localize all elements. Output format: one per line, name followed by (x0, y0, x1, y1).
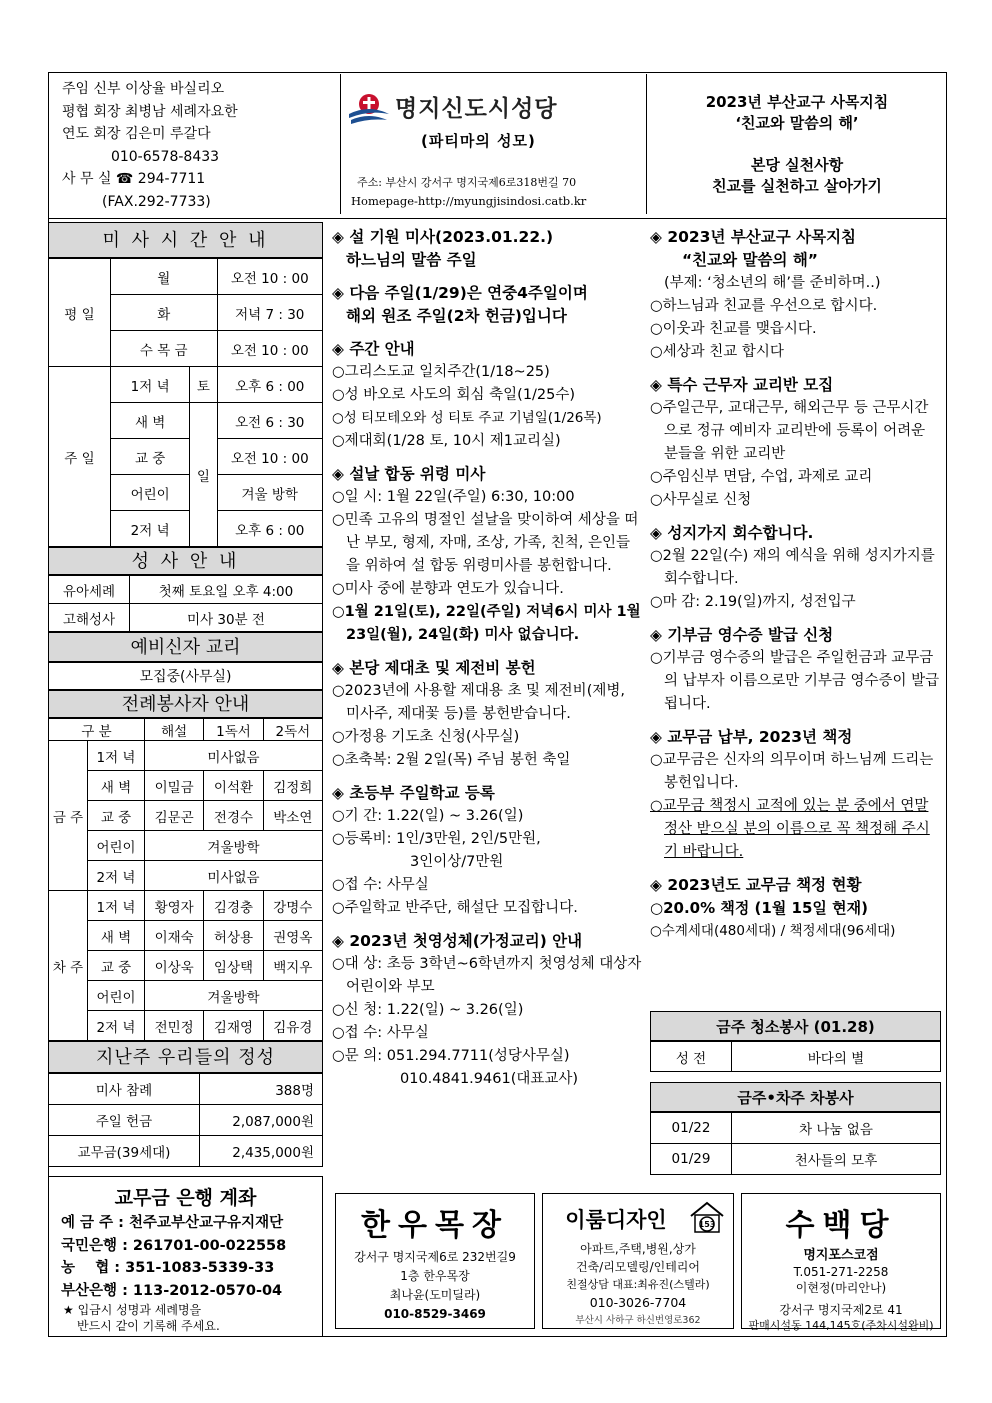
article-title: ◈ 교무금 납부, 2023년 책정 (650, 728, 853, 746)
liturgy-cell: 이밀금 (145, 771, 204, 801)
tea-team: 천사들의 모후 (732, 1144, 941, 1175)
liturgy-cell: 황영자 (145, 891, 204, 921)
article-title-text: 특수 근무자 교리반 모집 (667, 376, 834, 394)
article-title-text: 2023년 첫영성체(가정교리) 안내 (349, 932, 583, 950)
mass-time: 오전 10 : 00 (217, 439, 323, 475)
bank-title: 교무금 은행 계좌 (114, 1187, 257, 1209)
liturgy-cell: 미사없음 (145, 861, 323, 891)
liturgy-slot: 2저 녁 (88, 861, 145, 891)
mass-slot: 2저 녁 (110, 511, 189, 547)
article-item-text: 성 티모테오와 성 티토 주교 기념일(1/26목) (343, 410, 602, 426)
ad-line: 1층 한우목장 (400, 1269, 470, 1283)
article-item-text: 기 간: 1.22(일) ~ 3.26(일) (344, 808, 524, 824)
article (332, 463, 642, 647)
article-title-text: 성지가지 회수합니다. (667, 524, 814, 542)
church-subtitle: (파티마의 성모) (421, 132, 536, 150)
header-right-line: 본당 실천사항 (750, 156, 844, 174)
church-logo-icon (349, 88, 389, 128)
article (650, 624, 942, 716)
offering-table (48, 1073, 323, 1167)
ad-hanwoo (335, 1193, 535, 1329)
article (332, 226, 642, 272)
liturgy-cell: 김문곤 (145, 801, 204, 831)
article-item: ○대 상: 초등 3학년~6학년까지 첫영성체 대상자 어린이와 부모 (332, 956, 642, 995)
catechumen-title: 예비신자 교리 (48, 632, 323, 662)
article-title-text: 설 기원 미사(2023.01.22.) (349, 228, 554, 246)
article-item: ○그리스도교 일치주간(1/18~25) (332, 364, 550, 380)
tea-team: 차 나눔 없음 (732, 1113, 941, 1144)
liturgy-header: 1독서 (204, 719, 263, 741)
tea-date: 01/22 (651, 1113, 732, 1144)
article-item-text: 접 수: 사무실 (344, 877, 429, 893)
article-title: ◈ 2023년 부산교구 사목지침 (650, 228, 857, 246)
article-item-text: 사무실로 신청 (662, 492, 752, 508)
bank-note: ★ 입금시 성명과 세례명을 (63, 1303, 202, 1317)
tea-title: 금주•차주 차봉사 (650, 1082, 941, 1112)
article-item-text: 2023년에 사용할 제대용 초 및 제전비(제병, 미사주, 제대꽃 등)를 봉헌받습니다. (344, 683, 625, 722)
article-item-text: 1월 21일(토), 22일(주일) 저녁6시 미사 1월 23일(월), 24일(화) 미사 없습니다. (344, 604, 641, 643)
article-item-text: 세상과 친교 합시다 (662, 344, 784, 360)
mass-time: 겨울 방학 (217, 475, 323, 511)
address: 주소: 부산시 강서구 명지국제6로318번길 70 (357, 176, 577, 189)
liturgy-header: 해설 (145, 719, 204, 741)
article-item: ○등록비: 1인/3만원, 2인/5만원, (332, 831, 541, 847)
house-icon (687, 1200, 727, 1234)
liturgy-cell: 김경충 (204, 891, 263, 921)
article-item-text: 마 감: 2.19(일)까지, 성전입구 (662, 594, 856, 610)
article-item-text: 접 수: 사무실 (344, 1025, 429, 1041)
sacrament-title: 성 사 안 내 (48, 547, 323, 575)
article-item: ○주임신부 면담, 수업, 과제로 교리 (650, 469, 873, 485)
header-line: (FAX.292-7733) (62, 193, 211, 210)
ad-subaekdang (741, 1193, 941, 1332)
mass-day: 월 (110, 259, 217, 295)
bank-box (48, 1176, 323, 1337)
article (650, 726, 942, 864)
article-item: ○사무실로 신청 (650, 492, 752, 508)
spacer (648, 134, 946, 155)
mass-slot: 어린이 (110, 475, 189, 511)
offering-value: 2,435,000원 (200, 1136, 323, 1167)
article-title-text: 교무금 납부, 2023년 책정 (667, 728, 853, 746)
header-line: 평협 회장 최병남 세례자요한 (62, 103, 238, 120)
middle-column (332, 226, 642, 1091)
house-badge-text: 153 (698, 1220, 716, 1229)
right-column (650, 226, 942, 943)
tea-date: 01/29 (651, 1144, 732, 1175)
article-item: ○1월 21일(토), 22일(주일) 저녁6시 미사 1월 23일(월), 24일(화) 미사 없습니다. (332, 604, 641, 643)
header-right-line: 2023년 부산교구 사목지침 (705, 93, 889, 111)
ad-line: T.051-271-2258 (793, 1265, 889, 1279)
liturgy-cell: 김재영 (204, 1011, 263, 1041)
ad-line: 친절상담 대표:최유진(스텔라) (566, 1278, 710, 1291)
header-right-line: ‘친교와 말씀의 해’ (735, 114, 859, 132)
mass-slot: 새 벽 (110, 403, 189, 439)
bank-note: 반드시 같이 기록해 주세요. (77, 1319, 220, 1333)
bank-row: 예 금 주 : 천주교부산교구유지재단 (61, 1215, 284, 1231)
liturgy-cell: 권영옥 (263, 921, 322, 951)
article-item-text: 가정용 기도초 신청(사무실) (344, 729, 520, 745)
mass-time: 오전 10 : 00 (217, 331, 323, 367)
liturgy-header: 2독서 (263, 719, 322, 741)
article-title: ◈ 초등부 주일학교 등록 (332, 784, 495, 802)
article-item: 010.4841.9461(대표교사) (400, 1071, 579, 1087)
article-item: ○접 수: 사무실 (332, 1025, 429, 1041)
ad-line: 최나윤(도미딜라) (389, 1288, 481, 1302)
mass-time: 저녁 7 : 30 (217, 295, 323, 331)
article (650, 374, 942, 512)
liturgy-slot: 1저 녁 (88, 891, 145, 921)
article-item-text: 이웃과 친교를 맺읍시다. (662, 321, 817, 337)
day-label: 일 (190, 403, 217, 547)
offering-title: 지난주 우리들의 정성 (48, 1041, 323, 1073)
header-center (340, 74, 647, 214)
ad-title: 이룸디자인 (565, 1208, 667, 1232)
sunday-label: 주 일 (49, 367, 111, 547)
liturgy-cell: 겨울방학 (145, 981, 323, 1011)
article-item: ○교무금 책정시 교적에 있는 분 중에서 연말정산 받으실 분의 이름으로 꼭 책정해 주시기 바랍니다. (650, 798, 930, 860)
article-item-text: 제대회(1/28 토, 10시 제1교리실) (344, 433, 561, 449)
article-title: ◈ 성지가지 회수합니다. (650, 524, 814, 542)
article-item: ○초축복: 2월 2일(목) 주님 봉헌 축일 (332, 752, 571, 768)
ad-line: 강서구 명지국제6로 232번길9 (354, 1250, 516, 1264)
article-title-text: 초등부 주일학교 등록 (349, 784, 495, 802)
article-item-text: 기부금 영수증의 발급은 주일헌금과 교무금의 납부자 이름으로만 기부금 영수증이 발급됩니다. (662, 650, 940, 712)
ad-line: 판매시설동 144,145호(주차시설완비) (748, 1319, 934, 1332)
article (332, 338, 642, 453)
tea-box (650, 1082, 941, 1175)
this-week-label: 금 주 (49, 741, 88, 891)
article-title: ◈ 2023년도 교무금 책정 현황 (650, 876, 862, 894)
article-title: ◈ 다음 주일(1/29)은 연중4주일이며 (332, 284, 588, 302)
mass-table (48, 258, 323, 547)
article-item: ○문 의: 051.294.7711(성당사무실) (332, 1048, 570, 1064)
article (332, 657, 642, 772)
left-column (48, 222, 323, 1167)
mass-title: 미 사 시 간 안 내 (48, 222, 323, 258)
cleaning-value: 바다의 별 (732, 1042, 941, 1072)
weekday-label: 평 일 (49, 259, 111, 367)
ad-line: 이현정(마리안나) (795, 1281, 887, 1295)
article-title-text: 주간 안내 (349, 340, 415, 358)
article-item: ○2023년에 사용할 제대용 초 및 제전비(제병, 미사주, 제대꽃 등)를 봉헌받습니다. (332, 683, 625, 722)
article-title-text: 2023년 부산교구 사목지침 (667, 228, 857, 246)
article-item-text: 교무금은 신자의 의무이며 하느님께 드리는 봉헌입니다. (662, 752, 934, 791)
article (332, 282, 642, 328)
article-title-text: 2023년도 교무금 책정 현황 (667, 876, 862, 894)
article-item-text: 주임신부 면담, 수업, 과제로 교리 (662, 469, 873, 485)
article-item: ○주일학교 반주단, 해설단 모집합니다. (332, 900, 578, 916)
article-item: ○주일근무, 교대근무, 해외근무 등 근무시간으로 정규 예비자 교리반에 등록이 어려운 분들을 위한 교리반 (650, 400, 929, 462)
mass-day: 화 (110, 295, 217, 331)
sat-label: 토 (190, 367, 217, 403)
cleaning-label: 성 전 (651, 1042, 732, 1072)
liturgy-cell: 김유경 (263, 1011, 322, 1041)
sacrament-time: 첫째 토요일 오후 4:00 (130, 576, 323, 604)
liturgy-slot: 교 중 (88, 801, 145, 831)
article-title-text: 다음 주일(1/29)은 연중4주일이며 (349, 284, 588, 302)
cleaning-title: 금주 청소봉사 (01.28) (650, 1011, 941, 1041)
article (650, 226, 942, 364)
article-item: ○민족 고유의 명절인 설날을 맞이하여 세상을 떠난 부모, 형제, 자매, 조상, 가족, 친척, 은인들을 위하여 설 합동 위령미사를 봉헌합니다. (332, 512, 639, 574)
header-left (62, 78, 332, 213)
offering-value: 388명 (200, 1074, 323, 1105)
liturgy-cell: 전경수 (204, 801, 263, 831)
cleaning-box (650, 1011, 941, 1072)
article-title: ◈ 설 기원 미사(2023.01.22.) (332, 228, 554, 246)
offering-label: 주일 헌금 (49, 1105, 200, 1136)
ad-line: 부산시 사하구 하신번영로362 (575, 1315, 701, 1326)
ad-title: 수백당 (785, 1208, 897, 1243)
article-title: ◈ 설날 합동 위령 미사 (332, 465, 486, 483)
liturgy-table (48, 718, 323, 1041)
article-item: ○이웃과 친교를 맺읍시다. (650, 321, 817, 337)
ad-line: 아파트,주택,병원,상가 (580, 1242, 696, 1256)
article-item-text: 민족 고유의 명절인 설날을 맞이하여 세상을 떠난 부모, 형제, 자매, 조상, 가족, 친척, 은인들을 위하여 설 합동 위령미사를 봉헌합니다. (344, 512, 639, 574)
header-right-line: 친교를 실천하고 살아가기 (712, 177, 882, 195)
article-item: ○마 감: 2.19(일)까지, 성전입구 (650, 594, 856, 610)
offering-value: 2,087,000원 (200, 1105, 323, 1136)
article-item: ○성 바오로 사도의 회심 축일(1/25수) (332, 387, 576, 403)
article-item-text: 신 청: 1.22(일) ~ 3.26(일) (344, 1002, 524, 1018)
article-title: ◈ 기부금 영수증 발급 신청 (650, 626, 834, 644)
sacrament-name: 고해성사 (49, 604, 130, 632)
article-item: ○2월 22일(수) 재의 예식을 위해 성지가지를 회수합니다. (650, 548, 935, 587)
header-divider (48, 218, 947, 219)
liturgy-cell: 박소연 (263, 801, 322, 831)
article-item: (부제: ‘청소년의 해’를 준비하며..) (664, 275, 881, 291)
article-item-text: 교무금 책정시 교적에 있는 분 중에서 연말정산 받으실 분의 이름으로 꼭 책정해 주시기 바랍니다. (662, 798, 930, 860)
article-item: ○기 간: 1.22(일) ~ 3.26(일) (332, 808, 524, 824)
liturgy-cell: 미사없음 (145, 741, 323, 771)
offering-label: 교무금(39세대) (49, 1136, 200, 1167)
homepage-link[interactable]: Homepage-http://myungjisindosi.catb.kr (351, 194, 587, 208)
header-line: 010-6578-8433 (62, 148, 220, 165)
bank-row: 국민은행 : 261701-00-022558 (61, 1237, 287, 1254)
sacrament-time: 미사 30분 전 (130, 604, 323, 632)
liturgy-cell: 이석환 (204, 771, 263, 801)
article-item-text: 주일학교 반주단, 해설단 모집합니다. (344, 900, 578, 916)
mass-time: 오후 6 : 00 (217, 367, 323, 403)
article-item-text: 초축복: 2월 2일(목) 주님 봉헌 축일 (344, 752, 571, 768)
article-item-text: 성 바오로 사도의 회심 축일(1/25수) (344, 387, 576, 403)
liturgy-slot: 어린이 (88, 981, 145, 1011)
liturgy-header: 구 분 (49, 719, 145, 741)
article-item: ○제대회(1/28 토, 10시 제1교리실) (332, 433, 561, 449)
liturgy-slot: 새 벽 (88, 771, 145, 801)
article-item-text: 그리스도교 일치주간(1/18~25) (344, 364, 550, 380)
article-item-text: 주일근무, 교대근무, 해외근무 등 근무시간으로 정규 예비자 교리반에 등록이 어려운 분들을 위한 교리반 (662, 400, 929, 462)
article-item: ○신 청: 1.22(일) ~ 3.26(일) (332, 1002, 524, 1018)
article-item-text: 하느님과 친교를 우선으로 합시다. (662, 298, 878, 314)
article-subtitle: 하느님의 말씀 주일 (346, 251, 477, 269)
offering-label: 미사 참례 (49, 1074, 200, 1105)
liturgy-slot: 2저 녁 (88, 1011, 145, 1041)
ad-irum-design (542, 1193, 734, 1329)
article-item: ○교무금은 신자의 의무이며 하느님께 드리는 봉헌입니다. (650, 752, 934, 791)
article-item: ○세상과 친교 합시다 (650, 344, 784, 360)
article-item: ○미사 중에 분향과 연도가 있습니다. (332, 581, 564, 597)
article-item-text: 대 상: 초등 3학년~6학년까지 첫영성체 대상자 어린이와 부모 (344, 956, 642, 995)
liturgy-cell: 이재숙 (145, 921, 204, 951)
liturgy-cell: 이상욱 (145, 951, 204, 981)
article-title: ◈ 주간 안내 (332, 340, 415, 358)
header-right (648, 92, 946, 197)
liturgy-cell: 임상택 (204, 951, 263, 981)
catechumen-text: 모집중(사무실) (48, 662, 323, 690)
ad-line: 건축/리모델링/인테리어 (575, 1260, 700, 1274)
article-item: ○접 수: 사무실 (332, 877, 429, 893)
sacrament-table (48, 575, 323, 632)
liturgy-cell: 강명수 (263, 891, 322, 921)
header-line: 연도 회장 김은미 루갈다 (62, 126, 211, 142)
mass-time: 오후 6 : 00 (217, 511, 323, 547)
ad-line: 010-8529-3469 (384, 1307, 486, 1321)
bank-row: 부산은행 : 113-2012-0570-04 (61, 1282, 283, 1299)
mass-day: 수 목 금 (110, 331, 217, 367)
liturgy-cell: 백지우 (263, 951, 322, 981)
liturgy-cell: 전민정 (145, 1011, 204, 1041)
article-item: ○20.0% 책정 (1월 15일 현재) (650, 899, 868, 917)
liturgy-cell: 겨울방학 (145, 831, 323, 861)
article-item-text: 문 의: 051.294.7711(성당사무실) (344, 1048, 570, 1064)
liturgy-cell: 허상용 (204, 921, 263, 951)
article-item-text: 20.0% 책정 (1월 15일 현재) (663, 899, 868, 917)
liturgy-slot: 어린이 (88, 831, 145, 861)
article-item: ○가정용 기도초 신청(사무실) (332, 729, 520, 745)
article-item-text: 2월 22일(수) 재의 예식을 위해 성지가지를 회수합니다. (662, 548, 935, 587)
mass-time: 오전 6 : 30 (217, 403, 323, 439)
article-item: 3인이상/7만원 (410, 854, 504, 870)
article (332, 930, 642, 1091)
mass-time: 오전 10 : 00 (217, 259, 323, 295)
article-title-text: 기부금 영수증 발급 신청 (667, 626, 834, 644)
article-item: ○성 티모테오와 성 티토 주교 기념일(1/26목) (332, 410, 602, 426)
article-title: ◈ 2023년 첫영성체(가정교리) 안내 (332, 932, 583, 950)
header-line: 사 무 실 ☎ 294-7711 (62, 171, 206, 187)
article-item: ○하느님과 친교를 우선으로 합시다. (650, 298, 878, 314)
article (332, 782, 642, 920)
liturgy-slot: 새 벽 (88, 921, 145, 951)
article-item: ○수계세대(480세대) / 책정세대(96세대) (650, 923, 896, 939)
article-item-text: 등록비: 1인/3만원, 2인/5만원, (344, 831, 541, 847)
article-title: ◈ 특수 근무자 교리반 모집 (650, 376, 834, 394)
article-subtitle: 해외 원조 주일(2차 헌금)입니다 (346, 307, 567, 325)
article-item-text: 일 시: 1월 22일(주일) 6:30, 10:00 (344, 489, 575, 505)
ad-line: 명지포스코점 (803, 1248, 879, 1263)
sacrament-name: 유아세례 (49, 576, 130, 604)
article-title-text: 설날 합동 위령 미사 (349, 465, 486, 483)
article-item-text: 수계세대(480세대) / 책정세대(96세대) (661, 923, 896, 939)
liturgy-title: 전례봉사자 안내 (48, 690, 323, 718)
mass-slot: 1저 녁 (110, 367, 189, 403)
liturgy-cell: 김정희 (263, 771, 322, 801)
article-subtitle: “친교와 말씀의 해” (682, 251, 818, 269)
liturgy-slot: 1저 녁 (88, 741, 145, 771)
article-item: ○일 시: 1월 22일(주일) 6:30, 10:00 (332, 489, 575, 505)
header-line: 주임 신부 이상율 바실리오 (62, 81, 225, 97)
ad-title: 한우목장 (361, 1208, 509, 1243)
bank-row: 농 협 : 351-1083-5339-33 (61, 1260, 275, 1276)
article-title-text: 본당 제대초 및 제전비 봉헌 (349, 659, 536, 677)
article (650, 522, 942, 614)
liturgy-slot: 교 중 (88, 951, 145, 981)
article-item-text: 미사 중에 분향과 연도가 있습니다. (344, 581, 564, 597)
church-name: 명지신도시성당 (395, 96, 558, 122)
article-title: ◈ 본당 제대초 및 제전비 봉헌 (332, 659, 536, 677)
mass-slot: 교 중 (110, 439, 189, 475)
article-item: ○기부금 영수증의 발급은 주일헌금과 교무금의 납부자 이름으로만 기부금 영수증이 발급됩니다. (650, 650, 940, 712)
ad-line: 강서구 명지국제2로 41 (779, 1303, 903, 1317)
article (650, 874, 942, 943)
ad-line: 010-3026-7704 (589, 1295, 687, 1310)
next-week-label: 차 주 (49, 891, 88, 1041)
